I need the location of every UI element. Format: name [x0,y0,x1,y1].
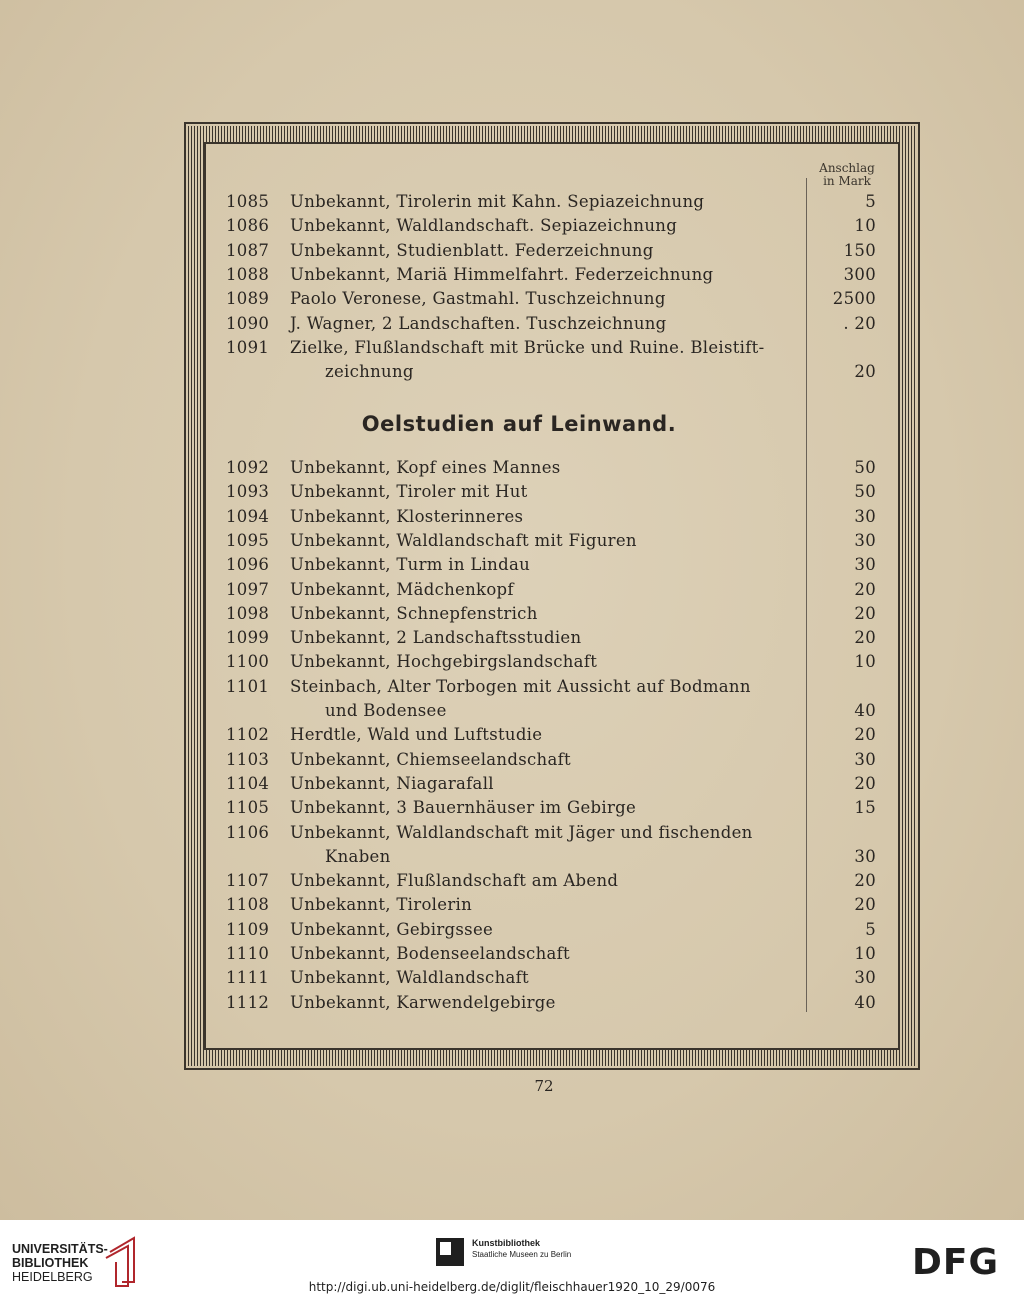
catalog-entry [0,772,1024,796]
university-library-logo[interactable] [12,1242,108,1284]
entry-title: Unbekannt, Klosterinneres [290,506,524,526]
entry-estimate: 5 [865,919,876,939]
entry-estimate: 30 [854,506,876,526]
kunstbibliothek-icon [436,1238,464,1266]
entry-number: 1104 [226,773,270,793]
catalog-entry [0,626,1024,650]
entry-number: 1096 [226,555,270,575]
entry-title: Unbekannt, Chiemseelandschaft [290,749,571,769]
entry-estimate: 30 [854,530,876,550]
entry-estimate: 5 [865,192,876,211]
value-column-header [808,162,886,188]
catalog-entry [0,821,1024,845]
entry-number: 1095 [226,530,270,550]
catalog-entry [0,239,1024,263]
catalog-entry [0,287,1024,311]
catalog-entry [0,190,1024,214]
catalog-entry-continuation [0,845,1024,869]
kb-subtitle: Staatliche Museen zu Berlin [472,1250,572,1259]
entry-estimate: 30 [854,749,876,769]
entry-title: Unbekannt, Tiroler mit Hut [290,482,528,502]
entry-estimate: 10 [854,652,876,672]
entry-title: Zielke, Flußlandschaft mit Brücke und Ruine. Bleistift- [290,337,765,357]
entry-number: 1110 [226,944,270,963]
entry-estimate: 40 [854,992,876,1012]
entry-number: 1101 [226,676,270,696]
entry-number: 1103 [226,749,270,769]
entry-estimate: 30 [854,555,876,575]
column-header-line1: Anschlag [819,161,875,175]
catalog-entry [0,553,1024,577]
page-number: 72 [534,1077,554,1095]
entry-number: 1093 [226,482,270,502]
catalog-entry [0,263,1024,287]
entry-estimate: . 20 [843,313,876,333]
entry-estimate: 10 [854,944,876,963]
entry-estimate: 30 [854,846,876,866]
catalog-entry [0,893,1024,917]
catalog-entry [0,214,1024,238]
entry-number: 1111 [226,968,270,988]
catalog-entry [0,796,1024,820]
entry-title: Unbekannt, Karwendelgebirge [290,992,556,1012]
entry-title: Unbekannt, Tirolerin mit Kahn. Sepiazeichnung [290,192,705,211]
catalog-entry [0,918,1024,942]
entry-estimate: 20 [854,362,876,382]
entry-number: 1099 [226,628,270,648]
dfg-logo[interactable]: DFG [912,1242,1000,1283]
entry-title: Unbekannt, Schnepfenstrich [290,603,538,623]
catalog-entry [0,529,1024,553]
entry-title: Unbekannt, Waldlandschaft [290,968,529,988]
entry-number: 1100 [226,652,270,672]
section-heading: Oelstudien auf Leinwand. [361,412,677,436]
entry-number: 1092 [226,458,270,477]
entry-estimate: 150 [843,240,876,260]
entry-number: 1097 [226,579,270,599]
entry-title: Unbekannt, Niagarafall [290,773,494,793]
entry-title: Unbekannt, Waldlandschaft. Sepiazeichnung [290,216,678,236]
entry-number: 1108 [226,895,270,915]
catalog-entry [0,991,1024,1015]
entry-number: 1088 [226,264,270,284]
entry-title-continuation: zeichnung [325,362,414,382]
entry-title: Unbekannt, Studienblatt. Federzeichnung [290,240,654,260]
catalog-entry-continuation [0,360,1024,384]
entry-estimate: 50 [854,482,876,502]
catalog-entry-continuation [0,699,1024,723]
entry-number: 1098 [226,603,270,623]
entry-number: 1094 [226,506,270,526]
entry-estimate: 20 [854,895,876,915]
entry-title: Unbekannt, Waldlandschaft mit Jäger und fischenden [290,822,753,842]
catalog-entry [0,869,1024,893]
entry-estimate: 20 [854,725,876,745]
entry-number: 1107 [226,871,270,891]
entry-number: 1102 [226,725,270,745]
catalog-entry [0,336,1024,360]
entry-estimate: 20 [854,628,876,648]
library-name-line2: BIBLIOTHEK [12,1256,89,1270]
permalink-url[interactable]: http://digi.ub.uni-heidelberg.de/diglit/fleischhauer1920_10_29/0076 [308,1280,716,1294]
kb-title: Kunstbibliothek [472,1238,540,1248]
entry-number: 1112 [226,992,270,1012]
entry-estimate: 30 [854,968,876,988]
catalog-entry [0,456,1024,480]
entry-number: 1087 [226,240,270,260]
column-header-line2: in Mark [823,174,871,188]
entry-number: 1089 [226,289,270,309]
catalog-entry [0,505,1024,529]
entry-number: 1090 [226,313,270,333]
catalog-entry [0,675,1024,699]
entry-number: 1109 [226,919,270,939]
entry-estimate: 15 [854,798,876,818]
entry-estimate: 10 [854,216,876,236]
entry-title: Unbekannt, Waldlandschaft mit Figuren [290,530,637,550]
entry-number: 1106 [226,822,270,842]
entry-title: Unbekannt, Bodenseelandschaft [290,944,570,963]
catalog-entry [0,942,1024,966]
entry-title: Unbekannt, Hochgebirgslandschaft [290,652,598,672]
entry-estimate: 300 [843,264,876,284]
entry-title: Unbekannt, 2 Landschaftsstudien [290,628,582,648]
entry-title: Unbekannt, Mädchenkopf [290,579,514,599]
entry-estimate: 2500 [832,289,876,309]
entry-title: Unbekannt, Mariä Himmelfahrt. Federzeichnung [290,264,714,284]
catalog-entry [0,312,1024,336]
catalog-entry [0,723,1024,747]
entry-title: Unbekannt, Flußlandschaft am Abend [290,871,619,891]
entry-title: Unbekannt, Turm in Lindau [290,555,531,575]
entry-estimate: 20 [854,579,876,599]
catalog-entry [0,578,1024,602]
digitization-footer [0,1220,1024,1298]
catalog-entry [0,748,1024,772]
entry-title: Paolo Veronese, Gastmahl. Tuschzeichnung [290,289,666,309]
entry-estimate: 20 [854,773,876,793]
catalog-entry [0,966,1024,990]
entry-number: 1086 [226,216,270,236]
library-name-line3: HEIDELBERG [12,1270,93,1284]
entry-title-continuation: und Bodensee [325,701,447,720]
entry-title: Unbekannt, Kopf eines Mannes [290,458,561,477]
entry-title: Steinbach, Alter Torbogen mit Aussicht auf Bodmann [290,676,751,696]
entry-number: 1091 [226,337,270,357]
entry-number: 1085 [226,192,270,211]
catalog-entry [0,602,1024,626]
entry-estimate: 20 [854,603,876,623]
catalog-entry [0,480,1024,504]
entry-estimate: 20 [854,871,876,891]
entry-title: Unbekannt, 3 Bauernhäuser im Gebirge [290,798,637,818]
entry-title: Herdtle, Wald und Luftstudie [290,725,543,745]
library-name-line1: UNIVERSITÄTS- [12,1242,108,1256]
entry-estimate: 50 [854,458,876,477]
entry-title: Unbekannt, Tirolerin [290,895,473,915]
entry-title-continuation: Knaben [325,846,391,866]
catalog-entry [0,650,1024,674]
entry-title: Unbekannt, Gebirgssee [290,919,494,939]
entry-estimate: 40 [854,701,876,720]
entry-title: J. Wagner, 2 Landschaften. Tuschzeichnung [290,313,667,333]
entry-number: 1105 [226,798,270,818]
